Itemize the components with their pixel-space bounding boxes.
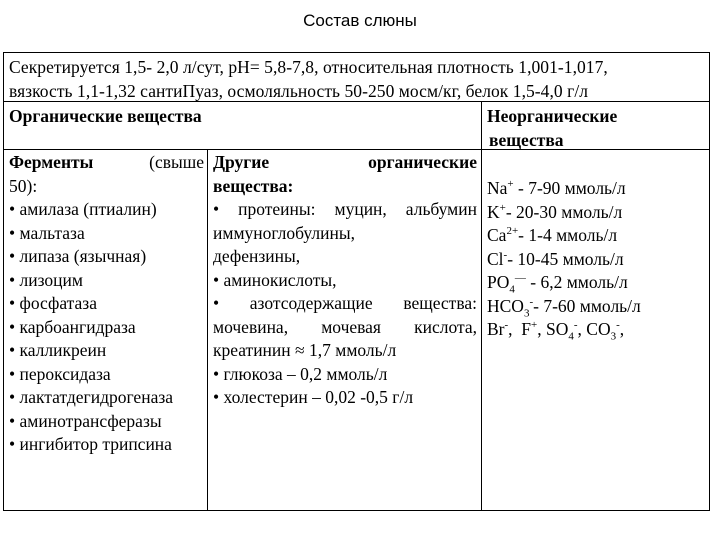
list-item: • азотсодержащие вещества: — [213, 293, 477, 313]
list-item: мочевина, мочевая кислота, — [213, 316, 477, 337]
ion-symbol: Ca — [487, 225, 507, 245]
list-item: • пероксидаза — [9, 363, 111, 384]
enzymes-heading-word: Ферменты — [9, 152, 94, 172]
other-organic-heading-line-2: вещества: — [213, 175, 294, 196]
ion-subscript: 4 — [509, 283, 515, 296]
list-item: • амилаза (птиалин) — [9, 199, 157, 219]
enzymes-heading-rest: (свыше — [149, 152, 204, 172]
ion-others: Br-, F+, $SO_4^-$, $CO_3^-$, — [487, 319, 625, 343]
ion-charge: - — [573, 319, 578, 332]
ion-charge: + — [531, 319, 538, 332]
ion-symbol: Cl — [487, 248, 504, 269]
inorganic-column — [487, 177, 705, 342]
ion-value: - 7-60 ммоль/л — [533, 295, 641, 316]
inorganic-header-line-1: Неорганические — [487, 106, 618, 126]
list-item: креатинин ≈ 1,7 ммоль/л — [213, 340, 397, 360]
summary-line-2: вязкость 1,1-1,32 сантиПуаз, осмоляльность 50-250 мосм/кг, белок 1,5-4,0 г/л — [9, 80, 589, 101]
list-item: • липаза (язычная) — [9, 246, 147, 266]
ion-charge: + — [507, 178, 514, 191]
ion-value: - 6,2 ммоль/л — [525, 272, 628, 292]
ion-charge: - — [504, 319, 509, 332]
list-item: • карбоангидраза — [9, 316, 136, 337]
list-item: • ингибитор трипсина — [9, 434, 172, 454]
secretion-summary — [9, 56, 704, 103]
other-organic-heading: Другие органические — [213, 152, 477, 172]
list-item: • аминокислоты, — [213, 269, 337, 290]
list-item: • калликреин — [9, 340, 107, 360]
enzymes-column — [9, 151, 204, 457]
column-divider-main — [481, 101, 482, 510]
ion-value: - 10-45 ммоль/л — [507, 248, 624, 269]
ion-sodium — [487, 177, 705, 201]
ion-charge: - — [503, 248, 508, 261]
page-title: Состав слюны — [303, 11, 417, 30]
ion-symbol: Br — [487, 319, 505, 339]
saliva-composition-table — [3, 52, 710, 511]
organic-substances-header: Органические вещества — [9, 106, 202, 126]
enzymes-heading-count: 50): — [9, 175, 38, 196]
list-item: • лактатдегидрогеназа — [9, 387, 174, 407]
ion-symbol: PO — [487, 272, 510, 292]
ion-symbol: CO — [586, 319, 611, 339]
other-organic-column — [213, 151, 477, 410]
list-item: • мальтаза — [9, 222, 85, 243]
ion-chloride — [487, 248, 705, 272]
ion-value: - 7-90 ммоль/л — [513, 178, 626, 198]
list-item: дефензины, — [213, 246, 301, 266]
column-divider-organic — [207, 149, 208, 510]
list-item: иммуноглобулины, — [213, 222, 355, 243]
ion-value: - 20-30 ммоль/л — [505, 201, 623, 222]
ion-charge: 2+ — [506, 225, 519, 238]
list-item: • фосфатаза — [9, 293, 97, 313]
inorganic-substances-header — [487, 105, 702, 152]
ion-symbol: Na — [487, 178, 508, 198]
ion-charge: - — [616, 319, 620, 332]
ion-value: - 1-4 ммоль/л — [518, 225, 618, 245]
ion-symbol: HCO — [487, 295, 524, 316]
list-item: • холестерин – 0,02 -0,5 г/л — [213, 387, 414, 407]
inorganic-header-line-2: вещества — [489, 129, 564, 150]
ion-subscript: 3 — [610, 330, 617, 343]
ion-symbol: K — [487, 201, 500, 222]
list-item: • аминотрансферазы — [9, 410, 162, 431]
ion-charge: + — [499, 201, 506, 214]
ion-symbol: SO — [546, 319, 569, 339]
ion-potassium — [487, 201, 705, 225]
ion-calcium — [487, 224, 705, 248]
ion-symbol: F — [521, 319, 532, 339]
list-item: • глюкоза – 0,2 ммоль/л — [213, 363, 388, 384]
ion-phosphate — [487, 271, 705, 295]
enzymes-heading — [9, 151, 204, 175]
list-item: • лизоцим — [9, 269, 83, 290]
ion-subscript: 4 — [568, 330, 574, 343]
ion-bicarbonate — [487, 295, 705, 319]
ion-subscript: 3 — [523, 307, 530, 319]
ion-charge: — — [514, 272, 526, 285]
summary-line-1: Секретируется 1,5- 2,0 л/сут, pH= 5,8-7,8, относительная плотность 1,001-1,017, — [9, 57, 608, 77]
list-item: • протеины: муцин, альбумин — [213, 199, 477, 219]
ion-charge: - — [529, 295, 534, 308]
